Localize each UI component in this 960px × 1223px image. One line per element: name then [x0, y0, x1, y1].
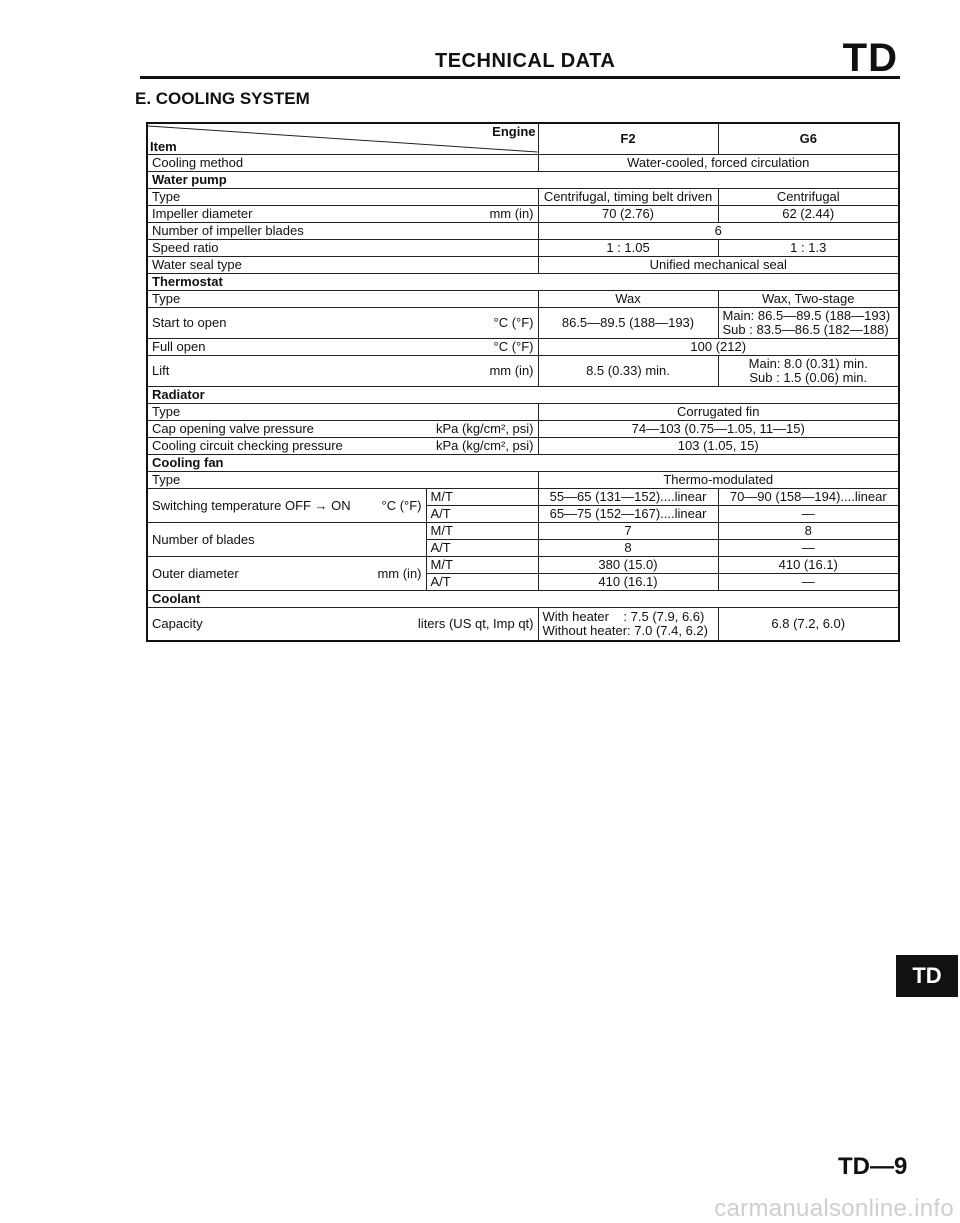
f2-value: 8	[538, 540, 718, 557]
row-label	[147, 308, 538, 339]
g6-value: 6.8 (7.2, 6.0)	[718, 608, 899, 642]
g6-value: —	[718, 540, 899, 557]
row-label	[147, 557, 426, 591]
table-row	[147, 291, 899, 308]
row-label	[147, 421, 538, 438]
main-value: Main: 86.5—89.5 (188—193)	[722, 308, 891, 323]
section-heading: Radiator	[147, 387, 899, 404]
transmission-at: A/T	[426, 540, 538, 557]
row-value: Water-cooled, forced circulation	[538, 155, 899, 172]
table-row	[147, 438, 899, 455]
row-value: Corrugated fin	[538, 404, 899, 421]
section-heading: Thermostat	[147, 274, 899, 291]
label-text: Lift	[152, 363, 170, 378]
transmission-at: A/T	[426, 506, 538, 523]
table-row	[147, 404, 899, 421]
section-row-coolant	[147, 591, 899, 608]
table-row	[147, 608, 899, 642]
main-value: Main: 8.0 (0.31) min.	[748, 356, 868, 371]
diagonal-divider	[148, 124, 538, 154]
g6-value: Wax, Two-stage	[718, 291, 899, 308]
row-label	[147, 339, 538, 356]
g6-value: 410 (16.1)	[718, 557, 899, 574]
row-value: 100 (212)	[538, 339, 899, 356]
unit-text: liters (US qt, Imp qt)	[417, 616, 534, 631]
row-label: Type	[147, 291, 538, 308]
row-label: Type	[147, 472, 538, 489]
row-label	[147, 489, 426, 523]
f2-value: 380 (15.0)	[538, 557, 718, 574]
row-value: Thermo-modulated	[538, 472, 899, 489]
unit-text: mm (in)	[377, 565, 422, 581]
row-label: Water seal type	[147, 257, 538, 274]
row-value: 74—103 (0.75—1.05, 11—15)	[538, 421, 899, 438]
g6-value	[718, 308, 899, 339]
without-heater-value: Without heater: 7.0 (7.4, 6.2)	[542, 623, 708, 638]
table-row	[147, 557, 899, 574]
g6-value: 8	[718, 523, 899, 540]
transmission-mt: M/T	[426, 489, 538, 506]
watermark-text: carmanualsonline.info	[714, 1195, 954, 1222]
label-text: Switching temperature OFF → ON	[152, 497, 351, 513]
section-row-thermostat	[147, 274, 899, 291]
row-value: 103 (1.05, 15)	[538, 438, 899, 455]
table-row	[147, 223, 899, 240]
row-label	[147, 206, 538, 223]
label-text: Cooling circuit checking pressure	[152, 438, 343, 453]
label-text: Outer diameter	[152, 565, 239, 581]
label-text: Start to open	[152, 315, 227, 330]
g6-value: 62 (2.44)	[718, 206, 899, 223]
f2-value: 86.5—89.5 (188—193)	[538, 308, 718, 339]
page-title: TECHNICAL DATA	[435, 50, 616, 72]
unit-text: mm (in)	[489, 363, 534, 378]
transmission-mt: M/T	[426, 523, 538, 540]
transmission-at: A/T	[426, 574, 538, 591]
section-side-tab: TD	[896, 955, 958, 997]
header-rule	[140, 76, 900, 79]
row-label	[147, 608, 538, 642]
table-row	[147, 308, 899, 339]
f2-header: F2	[538, 123, 718, 155]
section-heading: Water pump	[147, 172, 899, 189]
row-label: Number of blades	[147, 523, 426, 557]
row-label	[147, 438, 538, 455]
transmission-mt: M/T	[426, 557, 538, 574]
cooling-spec-table	[146, 122, 900, 642]
table-row	[147, 339, 899, 356]
unit-text: mm (in)	[489, 206, 534, 221]
unit-text: kPa (kg/cm², psi)	[435, 421, 534, 436]
f2-value: Centrifugal, timing belt driven	[538, 189, 718, 206]
section-row-radiator	[147, 387, 899, 404]
f2-value: 55—65 (131—152)....linear	[538, 489, 718, 506]
table-row	[147, 257, 899, 274]
g6-value: Centrifugal	[718, 189, 899, 206]
table-row	[147, 240, 899, 257]
g6-value: 1 : 1.3	[718, 240, 899, 257]
table-row	[147, 489, 899, 506]
f2-value: 8.5 (0.33) min.	[538, 356, 718, 387]
table-row	[147, 421, 899, 438]
section-row-water-pump	[147, 172, 899, 189]
g6-value: —	[718, 574, 899, 591]
table-row	[147, 206, 899, 223]
f2-value: 70 (2.76)	[538, 206, 718, 223]
f2-value: Wax	[538, 291, 718, 308]
f2-value: 7	[538, 523, 718, 540]
table-row	[147, 155, 899, 172]
section-heading: Cooling fan	[147, 455, 899, 472]
table-row	[147, 189, 899, 206]
row-label	[147, 356, 538, 387]
page-header	[140, 38, 900, 80]
label-text: Capacity	[152, 616, 203, 631]
engine-label: Engine	[492, 124, 536, 139]
table-row	[147, 523, 899, 540]
g6-value	[718, 356, 899, 387]
sub-value: Sub : 83.5—86.5 (182—188)	[722, 322, 889, 337]
item-engine-header	[147, 123, 538, 155]
f2-value: 65—75 (152—167)....linear	[538, 506, 718, 523]
section-code: TD	[842, 36, 898, 80]
table-header-row	[147, 123, 899, 155]
row-label: Number of impeller blades	[147, 223, 538, 240]
section-row-cooling-fan	[147, 455, 899, 472]
f2-value: 1 : 1.05	[538, 240, 718, 257]
page-number: TD—9	[838, 1153, 908, 1180]
with-heater-value: With heater : 7.5 (7.9, 6.6)	[542, 609, 705, 624]
sub-value: Sub : 1.5 (0.06) min.	[749, 370, 868, 385]
row-label: Speed ratio	[147, 240, 538, 257]
item-label: Item	[150, 139, 177, 154]
row-label: Cooling method	[147, 155, 538, 172]
section-title: E. COOLING SYSTEM	[135, 89, 310, 108]
unit-text: °C (°F)	[493, 315, 534, 330]
row-label: Type	[147, 404, 538, 421]
label-text: Cap opening valve pressure	[152, 421, 314, 436]
label-text: Impeller diameter	[152, 206, 253, 221]
f2-value	[538, 608, 718, 642]
label-text: Full open	[152, 339, 206, 354]
unit-text: °C (°F)	[493, 339, 534, 354]
g6-value: 70—90 (158—194)....linear	[718, 489, 899, 506]
row-value: 6	[538, 223, 899, 240]
table-row	[147, 472, 899, 489]
row-value: Unified mechanical seal	[538, 257, 899, 274]
row-label: Type	[147, 189, 538, 206]
unit-text: °C (°F)	[381, 497, 422, 513]
table-row	[147, 356, 899, 387]
g6-header: G6	[718, 123, 899, 155]
f2-value: 410 (16.1)	[538, 574, 718, 591]
g6-value: —	[718, 506, 899, 523]
unit-text: kPa (kg/cm², psi)	[435, 438, 534, 453]
section-heading: Coolant	[147, 591, 899, 608]
